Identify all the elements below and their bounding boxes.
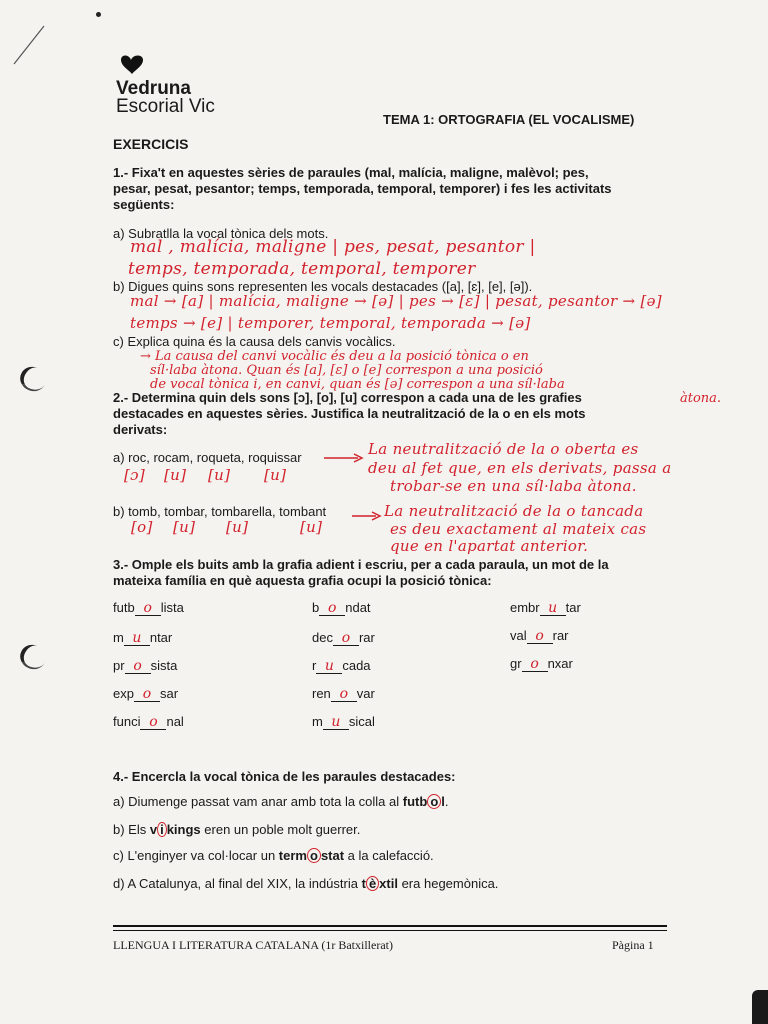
- ex2-b-prompt: b) tomb, tombar, tombarella, tombant: [113, 504, 327, 519]
- fill-blank[interactable]: o: [125, 659, 151, 674]
- ex2-a-handwriting-3: trobar-se en una síl·laba àtona.: [390, 477, 637, 495]
- ex2-a-sound-1: [ɔ]: [124, 466, 146, 484]
- ex1-a-handwriting-2: temps, temporada, temporal, temporer: [128, 259, 476, 279]
- ex1-title-line2: pesar, pesat, pesantor; temps, temporada, temporal, temporer) i fes les activitats: [113, 181, 612, 196]
- ex1-b-prompt: b) Digues quins sons representen les vocals destacades ([a], [ɛ], [e], [ə]).: [113, 279, 533, 294]
- ex3-word: gr o nxar: [510, 656, 573, 672]
- ex3-word: ren o var: [312, 686, 375, 702]
- ex4-sentence-d: d) A Catalunya, al final del XIX, la indústria t è xtil era hegemònica.: [113, 876, 499, 891]
- ex2-b-sound-3: [u]: [226, 518, 249, 536]
- topic-title: TEMA 1: ORTOGRAFIA (EL VOCALISME): [383, 112, 635, 127]
- ex1-c-prompt: c) Explica quina és la causa dels canvis vocàlics.: [113, 334, 396, 349]
- ex2-a-sound-2: [u]: [164, 466, 187, 484]
- ex2-a-handwriting-1: La neutralització de la o oberta es: [368, 440, 639, 458]
- fill-blank[interactable]: u: [323, 715, 349, 730]
- ex1-c-handwriting-2: síl·laba àtona. Quan és [a], [ɛ] o [e] correspon a una posició: [150, 363, 543, 378]
- ex2-b-sound-2: [u]: [173, 518, 196, 536]
- footer-page-number: Pàgina 1: [612, 938, 654, 952]
- ex2-b-handwriting-3: que en l'apartat anterior.: [390, 537, 589, 555]
- section-title: EXERCICIS: [113, 136, 189, 152]
- ex2-title-line3: derivats:: [113, 422, 168, 437]
- fill-blank[interactable]: o: [333, 631, 359, 646]
- footer-divider: [113, 925, 667, 927]
- ex4-title: 4.- Encercla la vocal tònica de les paraules destacades:: [113, 769, 456, 784]
- ex3-title-line2: mateixa família en què aquesta grafia ocupi la posició tònica:: [113, 573, 492, 588]
- vedruna-logo-icon: [117, 52, 149, 76]
- ex2-a-sound-3: [u]: [208, 466, 231, 484]
- ex3-title-line1: 3.- Omple els buits amb la grafia adient i escriu, per a cada paraula, un mot de la: [113, 557, 609, 572]
- pen-stroke-mark: [10, 20, 50, 70]
- fill-blank[interactable]: o: [319, 601, 345, 616]
- dot-mark: [96, 12, 101, 17]
- ex3-word: r u cada: [312, 658, 371, 674]
- arrow-icon: [324, 452, 364, 464]
- ex3-word: pr o sista: [113, 658, 178, 674]
- ex3-word: futb o lista: [113, 600, 184, 616]
- fill-blank[interactable]: o: [134, 687, 160, 702]
- fill-blank[interactable]: u: [540, 601, 566, 616]
- ex1-b-handwriting-1: mal → [a] | malícia, maligne → [ə] | pes → [ɛ] | pesat, pesantor → [ə]: [130, 292, 662, 310]
- fill-blank[interactable]: o: [522, 657, 548, 672]
- ex1-a-prompt: a) Subratlla la vocal tònica dels mots.: [113, 226, 329, 241]
- ex3-word: val o rar: [510, 628, 569, 644]
- scan-edge-shadow: [752, 990, 768, 1024]
- punch-hole-mark: [16, 363, 50, 396]
- ex2-a-handwriting-2: deu al fet que, en els derivats, passa a: [368, 459, 672, 477]
- circled-vowel[interactable]: è: [366, 876, 379, 891]
- fill-blank[interactable]: o: [135, 601, 161, 616]
- ex1-c-handwriting-1: → La causa del canvi vocàlic és deu a la posició tònica o en: [140, 349, 529, 364]
- ex3-word: dec o rar: [312, 630, 375, 646]
- ex3-word: embr u tar: [510, 600, 581, 616]
- ex1-title-line1: 1.- Fixa't en aquestes sèries de paraules (mal, malícia, maligne, malèvol; pes,: [113, 165, 589, 180]
- ex4-sentence-b: b) Els v i kings eren un poble molt guerrer.: [113, 822, 361, 837]
- ex3-word: m u sical: [312, 714, 375, 730]
- ex2-a-sound-4: [u]: [264, 466, 287, 484]
- ex4-sentence-c: c) L'enginyer va col·locar un term o stat a la calefacció.: [113, 848, 434, 863]
- ex2-title-line2: destacades en aquestes sèries. Justifica la neutralització de la o en els mots: [113, 406, 586, 421]
- ex3-word: funci o nal: [113, 714, 184, 730]
- ex2-b-sound-1: [o]: [131, 518, 153, 536]
- ex2-b-handwriting-2: es deu exactament al mateix cas: [390, 520, 647, 538]
- circled-vowel[interactable]: o: [307, 848, 321, 863]
- circled-vowel[interactable]: i: [157, 822, 167, 837]
- fill-blank[interactable]: o: [331, 687, 357, 702]
- ex2-b-sound-4: [u]: [300, 518, 323, 536]
- circled-vowel[interactable]: o: [427, 794, 441, 809]
- ex1-c-handwriting-3: de vocal tònica i, en canvi, quan és [ə] correspon a una síl·laba: [150, 377, 565, 392]
- footer-course: LLENGUA I LITERATURA CATALANA (1r Batxillerat): [113, 938, 393, 952]
- ex2-a-prompt: a) roc, rocam, roqueta, roquissar: [113, 450, 302, 465]
- ex4-sentence-a: a) Diumenge passat vam anar amb tota la colla al futb o l.: [113, 794, 449, 809]
- footer-divider: [113, 930, 667, 931]
- punch-hole-mark: [16, 641, 50, 674]
- ex2-title-line1: 2.- Determina quin dels sons [ɔ], [o], [u] correspon a cada una de les grafies: [113, 390, 582, 405]
- fill-blank[interactable]: u: [124, 631, 150, 646]
- fill-blank[interactable]: o: [527, 629, 553, 644]
- fill-blank[interactable]: u: [316, 659, 342, 674]
- brand-name: Vedruna: [116, 78, 191, 99]
- ex3-word: m u ntar: [113, 630, 173, 646]
- ex2-b-handwriting-1: La neutralització de la o tancada: [384, 502, 644, 520]
- ex3-word: exp o sar: [113, 686, 179, 702]
- ex3-word: b o ndat: [312, 600, 371, 616]
- ex1-title-line3: següents:: [113, 197, 175, 212]
- ex1-b-handwriting-2: temps → [e] | temporer, temporal, temporada → [ə]: [130, 314, 531, 332]
- ex1-a-handwriting-1: mal , malícia, maligne | pes, pesat, pesantor |: [130, 237, 536, 257]
- arrow-icon: [352, 510, 382, 522]
- brand-school: Escorial Vic: [116, 96, 215, 117]
- fill-blank[interactable]: o: [140, 715, 166, 730]
- ex1-c-handwriting-4: àtona.: [680, 391, 722, 406]
